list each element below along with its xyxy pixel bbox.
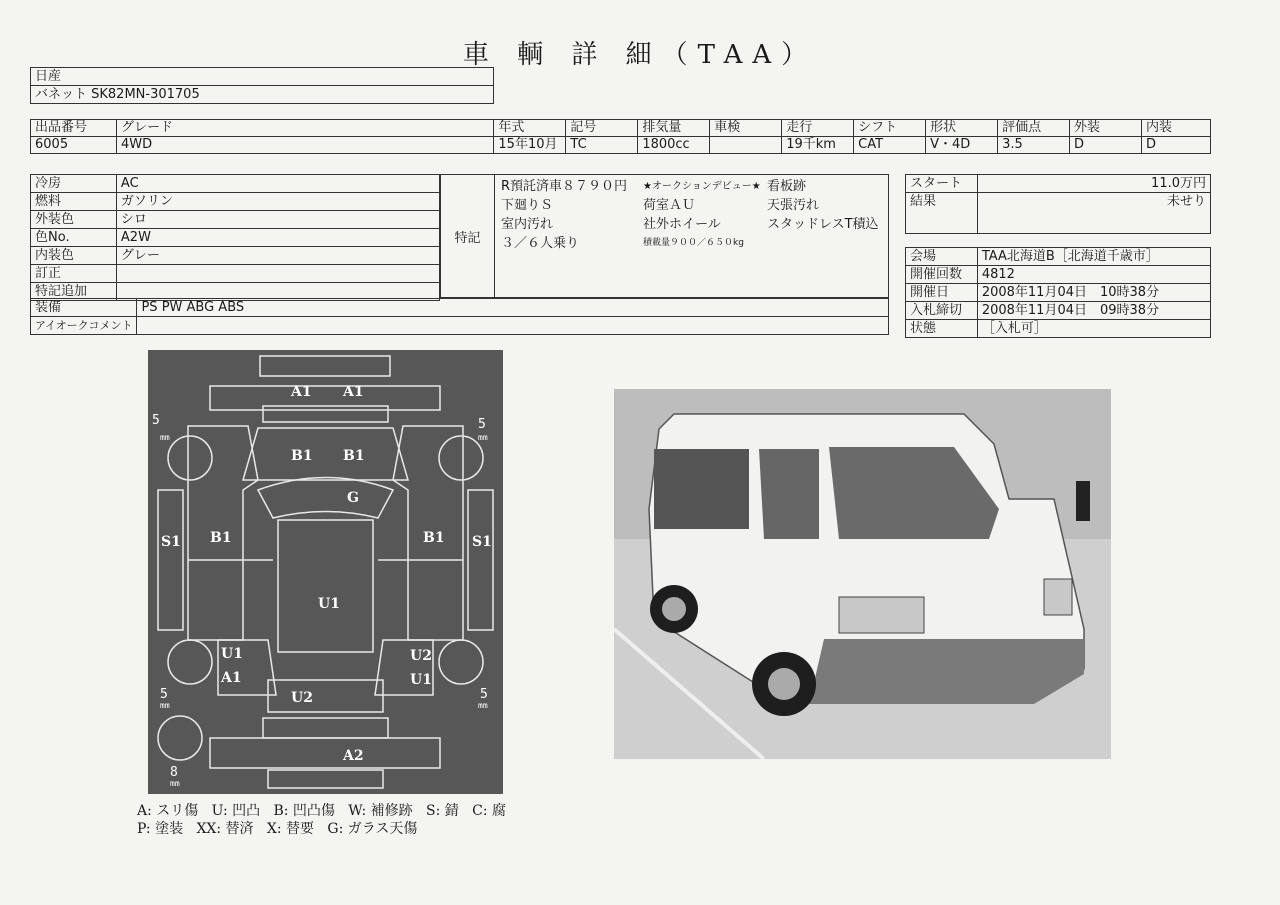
damage-mark: A2 bbox=[343, 748, 364, 764]
detail-value: A2W bbox=[116, 229, 439, 247]
spec-value: 4WD bbox=[116, 137, 493, 154]
venue-label: 状態 bbox=[906, 320, 978, 338]
windshield-panel bbox=[258, 478, 393, 519]
result-value: 未せり bbox=[977, 193, 1210, 234]
tire-depth: 5 bbox=[478, 417, 486, 432]
note-item: スタッドレスT積込 bbox=[767, 217, 879, 232]
detail-label: 外装色 bbox=[31, 211, 117, 229]
note-item: 社外ホイール bbox=[643, 217, 721, 232]
detail-label: 装備 bbox=[31, 299, 137, 317]
van-bumper-icon bbox=[809, 639, 1084, 704]
details-table bbox=[30, 174, 440, 301]
note-item: 看板跡 bbox=[767, 179, 807, 194]
detail-label: アイオークコメント bbox=[31, 317, 137, 335]
notes-col3 bbox=[767, 177, 879, 234]
damage-mark: A1 bbox=[343, 384, 364, 400]
note-item: 室内汚れ bbox=[501, 217, 554, 232]
spare-tire bbox=[158, 716, 202, 760]
damage-diagram-svg bbox=[148, 350, 503, 794]
detail-value: AC bbox=[116, 175, 439, 193]
tire-depth: 5 bbox=[160, 687, 168, 702]
detail-label: 内装色 bbox=[31, 247, 117, 265]
spec-header: 排気量 bbox=[638, 120, 710, 137]
note-item: 荷室ＡＵ bbox=[643, 198, 696, 213]
van-mirror-icon bbox=[1076, 481, 1090, 521]
spec-value: CAT bbox=[854, 137, 926, 154]
spec-value: 3.5 bbox=[998, 137, 1070, 154]
spec-value: D bbox=[1070, 137, 1142, 154]
spec-header-row bbox=[31, 120, 1211, 137]
damage-mark: U2 bbox=[291, 690, 313, 706]
spec-value: 6005 bbox=[31, 137, 117, 154]
van-rear-hub-icon bbox=[662, 597, 686, 621]
left-step-panel bbox=[158, 490, 183, 630]
start-label: スタート bbox=[906, 175, 978, 193]
damage-mark: B1 bbox=[423, 530, 445, 546]
notes-box bbox=[440, 174, 889, 298]
spec-value: TC bbox=[566, 137, 638, 154]
page-title: 車 輌 詳 細（TAA） bbox=[462, 40, 818, 70]
spec-value: V・4D bbox=[926, 137, 998, 154]
front-left-tire bbox=[168, 436, 212, 480]
damage-mark: B1 bbox=[210, 530, 232, 546]
vehicle-name-box bbox=[30, 67, 494, 104]
result-label: 結果 bbox=[906, 193, 978, 234]
legend-row-2 bbox=[137, 818, 417, 838]
notes-col1 bbox=[501, 177, 627, 253]
tire-depth: 5 bbox=[152, 413, 162, 428]
legend-item: C: 腐 bbox=[472, 803, 507, 819]
legend-item: S: 錆 bbox=[426, 803, 459, 819]
tire-unit: mm bbox=[160, 433, 170, 442]
spec-value-row bbox=[31, 137, 1211, 154]
venue-label: 開催回数 bbox=[906, 266, 978, 284]
spec-header: 形状 bbox=[926, 120, 998, 137]
venue-label: 会場 bbox=[906, 248, 978, 266]
tire-depth: 8 bbox=[170, 765, 178, 780]
tire-unit: mm bbox=[478, 701, 488, 710]
spec-header: 年式 bbox=[494, 120, 566, 137]
venue-box bbox=[905, 247, 1211, 338]
damage-mark: B1 bbox=[343, 448, 365, 464]
front-right-tire bbox=[439, 436, 483, 480]
note-item: 下廻りＳ bbox=[501, 198, 554, 213]
damage-mark: U2 bbox=[410, 648, 432, 664]
damage-mark: U1 bbox=[221, 646, 243, 662]
legend-item: P: 塗装 bbox=[137, 821, 184, 837]
damage-mark: B1 bbox=[291, 448, 313, 464]
van-door-window-icon bbox=[759, 449, 819, 539]
rear-bumper-panel bbox=[210, 738, 440, 768]
tire-unit: mm bbox=[160, 701, 170, 710]
spec-value: D bbox=[1141, 137, 1210, 154]
spec-table bbox=[30, 119, 1211, 154]
start-value: 11.0万円 bbox=[977, 175, 1210, 193]
rear-right-tire bbox=[439, 640, 483, 684]
detail-label: 燃料 bbox=[31, 193, 117, 211]
vehicle-photo-svg bbox=[614, 389, 1111, 759]
venue-label: 開催日 bbox=[906, 284, 978, 302]
note-item: ★オークションデビュー★ bbox=[643, 181, 761, 192]
venue-value: ［入札可］ bbox=[977, 320, 1210, 338]
spec-header: 車検 bbox=[710, 120, 782, 137]
spec-header: 外装 bbox=[1070, 120, 1142, 137]
notes-label: 特記 bbox=[441, 175, 495, 297]
spec-header: 走行 bbox=[782, 120, 854, 137]
venue-value: TAA北海道B［北海道千歳市］ bbox=[977, 248, 1210, 266]
legend-item: W: 補修跡 bbox=[348, 803, 413, 819]
rear-step-panel bbox=[268, 770, 383, 788]
back-door-panel bbox=[268, 680, 383, 712]
spec-header: グレード bbox=[116, 120, 493, 137]
damage-mark: U1 bbox=[318, 596, 340, 612]
detail-label: 特記追加 bbox=[31, 283, 117, 301]
spec-header: 内装 bbox=[1141, 120, 1210, 137]
rear-lamp-panel bbox=[263, 718, 388, 738]
note-item: R預託済車８７９０円 bbox=[501, 179, 628, 194]
notes-col2 bbox=[643, 177, 761, 253]
right-step-panel bbox=[468, 490, 493, 630]
model: バネット SK82MN-301705 bbox=[31, 86, 494, 104]
van-headlight-icon bbox=[1044, 579, 1072, 615]
front-bumper-panel bbox=[260, 356, 390, 376]
maker: 日産 bbox=[31, 68, 494, 86]
result-box bbox=[905, 174, 1211, 234]
detail-value: ガソリン bbox=[116, 193, 439, 211]
spec-header: シフト bbox=[854, 120, 926, 137]
spec-value: 15年10月 bbox=[494, 137, 566, 154]
spec-value bbox=[710, 137, 782, 154]
note-item: 積載量９００／６５０kg bbox=[643, 238, 744, 248]
venue-value: 4812 bbox=[977, 266, 1210, 284]
damage-diagram bbox=[148, 350, 503, 794]
spec-value: 19千km bbox=[782, 137, 854, 154]
legend-item: B: 凹凸傷 bbox=[273, 803, 335, 819]
van-front-hub-icon bbox=[768, 668, 800, 700]
damage-mark: S1 bbox=[161, 534, 181, 550]
legend-row-1 bbox=[137, 800, 506, 820]
legend-item: G: ガラス天傷 bbox=[327, 821, 418, 837]
grille-panel bbox=[263, 406, 388, 422]
detail-value: PS PW ABG ABS bbox=[137, 299, 889, 317]
detail-label: 色No. bbox=[31, 229, 117, 247]
rear-left-tire bbox=[168, 640, 212, 684]
tire-depth: 5 bbox=[480, 687, 488, 702]
damage-mark: S1 bbox=[472, 534, 492, 550]
legend-item: U: 凹凸 bbox=[211, 803, 261, 819]
damage-mark: A1 bbox=[291, 384, 312, 400]
detail-value: グレー bbox=[116, 247, 439, 265]
tire-unit: mm bbox=[170, 779, 180, 788]
tire-unit: mm bbox=[478, 433, 488, 442]
note-item: 天張汚れ bbox=[767, 198, 820, 213]
venue-value: 2008年11月04日 10時38分 bbox=[977, 284, 1210, 302]
venue-label: 入札締切 bbox=[906, 302, 978, 320]
spec-header: 出品番号 bbox=[31, 120, 117, 137]
vehicle-photo bbox=[614, 389, 1111, 759]
van-side-window-icon bbox=[654, 449, 749, 529]
damage-mark: U1 bbox=[410, 672, 432, 688]
detail-label: 冷房 bbox=[31, 175, 117, 193]
spec-value: 1800cc bbox=[638, 137, 710, 154]
detail-value: シロ bbox=[116, 211, 439, 229]
note-item: ３／６人乗り bbox=[501, 236, 580, 251]
van-headlight-icon bbox=[839, 597, 924, 633]
roof-panel bbox=[278, 520, 373, 652]
spec-header: 評価点 bbox=[998, 120, 1070, 137]
legend-item: X: 替要 bbox=[266, 821, 315, 837]
damage-mark: G bbox=[347, 490, 359, 506]
hood-panel bbox=[243, 428, 408, 480]
legend-item: XX: 替済 bbox=[196, 821, 254, 837]
spec-header: 記号 bbox=[566, 120, 638, 137]
legend-item: A: スリ傷 bbox=[137, 803, 199, 819]
detail-value bbox=[116, 265, 439, 283]
damage-mark: A1 bbox=[221, 670, 242, 686]
detail-label: 訂正 bbox=[31, 265, 117, 283]
venue-value: 2008年11月04日 09時38分 bbox=[977, 302, 1210, 320]
detail-value bbox=[137, 317, 889, 335]
details-table-wide bbox=[30, 298, 889, 335]
